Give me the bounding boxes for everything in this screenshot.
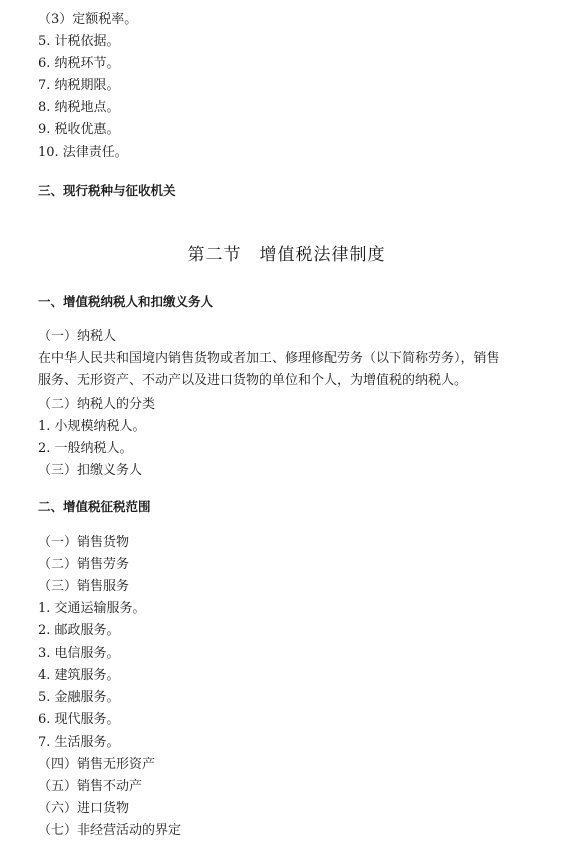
list-item: （六）进口货物 <box>38 801 130 816</box>
list-item: （3）定额税率。 <box>38 12 138 27</box>
list-item: 8. 纳税地点。 <box>38 100 120 115</box>
taxpayer-definition-paragraph <box>38 348 563 392</box>
list-item: 6. 现代服务。 <box>38 712 120 727</box>
list-item: 1. 交通运输服务。 <box>38 601 146 616</box>
section-heading-tax-scope: 二、增值税征税范围 <box>38 499 151 514</box>
subheading-taxpayer: （一）纳税人 <box>38 329 117 344</box>
list-item: 7. 纳税期限。 <box>38 78 120 93</box>
paragraph-line-1: 在中华人民共和国境内销售货物或者加工、修理修配劳务（以下简称劳务），销售 <box>38 351 500 366</box>
list-item: （四）销售无形资产 <box>38 757 156 772</box>
list-item: 4. 建筑服务。 <box>38 668 120 683</box>
list-item: 9. 税收优惠。 <box>38 122 120 137</box>
list-item: （一）销售货物 <box>38 535 130 550</box>
subheading-taxpayer-classification: （二）纳税人的分类 <box>38 397 156 412</box>
list-item: 7. 生活服务。 <box>38 735 120 750</box>
list-item: （七）非经营活动的界定 <box>38 823 182 838</box>
list-item: 2. 邮政服务。 <box>38 623 120 638</box>
list-item: （二）销售劳务 <box>38 557 130 572</box>
section-title: 第二节 增值税法律制度 <box>187 245 386 265</box>
section-heading-taxpayers: 一、增值税纳税人和扣缴义务人 <box>38 294 214 309</box>
list-item: 10. 法律责任。 <box>38 145 128 160</box>
list-item: （三）销售服务 <box>38 579 130 594</box>
list-item: （五）销售不动产 <box>38 779 143 794</box>
subheading-withholding-agent: （三）扣缴义务人 <box>38 463 143 478</box>
list-item: 1. 小规模纳税人。 <box>38 419 146 434</box>
list-item: 5. 金融服务。 <box>38 690 120 705</box>
list-item: 3. 电信服务。 <box>38 646 120 661</box>
section-heading-taxes-and-authorities: 三、现行税种与征收机关 <box>38 183 176 198</box>
list-item: 2. 一般纳税人。 <box>38 441 133 456</box>
paragraph-line-2: 服务、无形资产、不动产以及进口货物的单位和个人，为增值税的纳税人。 <box>38 373 468 388</box>
list-item: 6. 纳税环节。 <box>38 56 120 71</box>
list-item: 5. 计税依据。 <box>38 34 120 49</box>
